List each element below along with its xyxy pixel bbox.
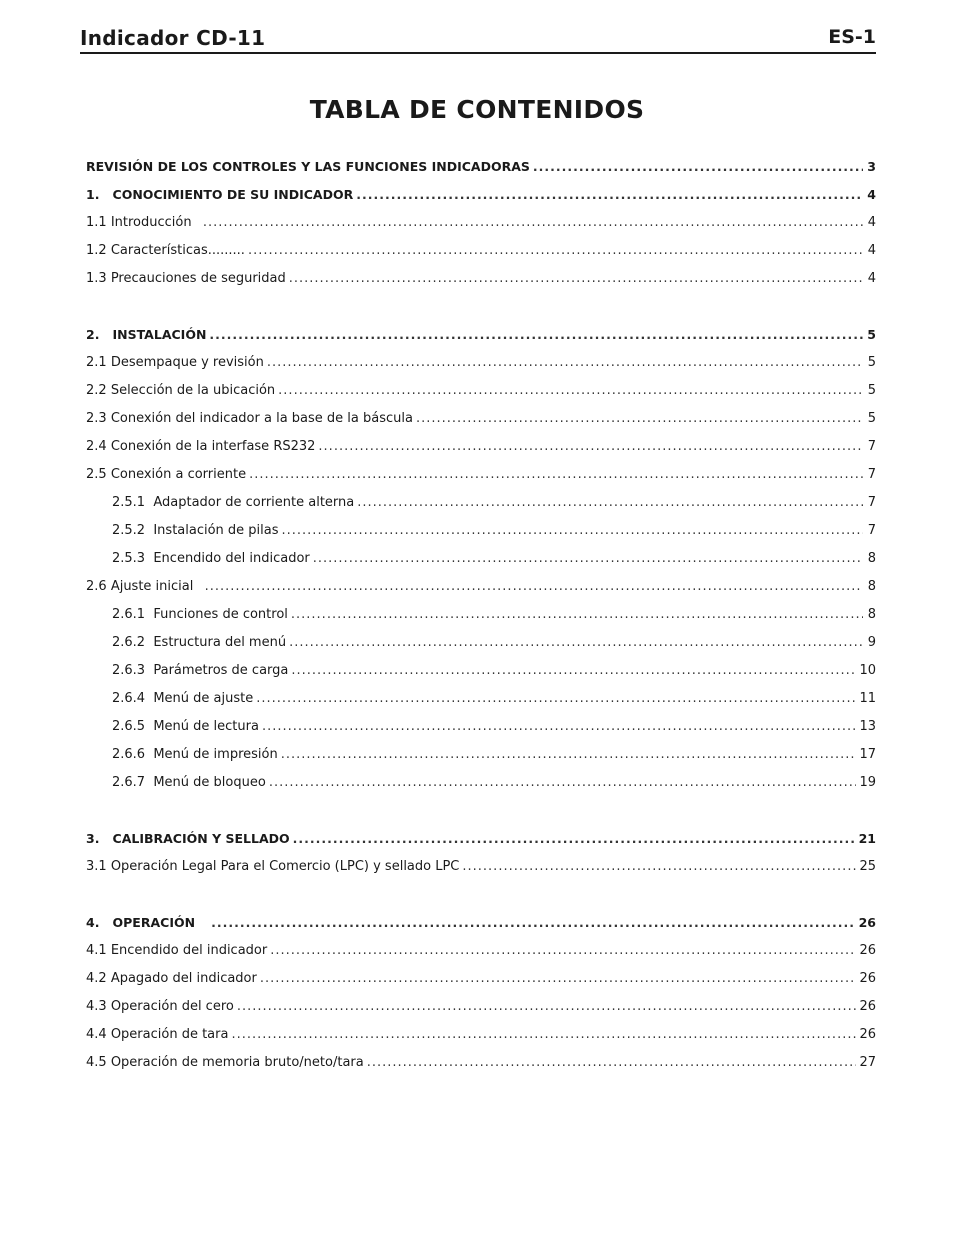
toc-entry-number: 2.6.4	[112, 690, 154, 706]
toc-entry[interactable]	[86, 992, 876, 1020]
toc-entry-label: Precauciones de seguridad	[110, 270, 286, 286]
toc-dot-leader	[289, 635, 863, 650]
page-header	[80, 26, 876, 54]
toc-entry[interactable]	[86, 684, 876, 712]
toc-entry-number: 1.1	[86, 214, 111, 230]
toc-entry-page: 11	[859, 690, 876, 706]
toc-entry-label: Encendido del indicador	[110, 942, 268, 958]
toc-entry-number: 4.3	[86, 998, 111, 1014]
toc-entry[interactable]	[86, 404, 876, 432]
toc-dot-leader	[291, 607, 863, 622]
toc-dot-leader	[249, 467, 863, 482]
toc-entry-number: 2.6	[86, 578, 111, 594]
toc-entry-number: 4.5	[86, 1054, 111, 1070]
toc-entry-label: Estructura del menú	[153, 634, 287, 650]
toc-entry-number: 4.2	[86, 970, 111, 986]
toc-dot-leader	[313, 551, 863, 566]
toc-entry-page: 5	[867, 354, 876, 370]
toc-dot-leader	[256, 691, 856, 706]
toc-entry-label: Menú de lectura	[153, 718, 259, 734]
toc-entry-number: 2.6.6	[112, 746, 154, 762]
toc-entry-number: 3.1	[86, 858, 111, 874]
toc-entry-page: 19	[859, 774, 876, 790]
toc-entry[interactable]	[86, 180, 876, 208]
toc-entry-number: 2.5	[86, 466, 111, 482]
toc-entry-label: CALIBRACIÓN Y SELLADO	[112, 830, 290, 846]
toc-dot-leader	[289, 271, 863, 286]
toc-entry-number: 2.1	[86, 354, 111, 370]
toc-dot-leader	[262, 719, 856, 734]
toc-dot-leader	[318, 439, 863, 454]
toc-entry-page: 8	[867, 550, 876, 566]
toc-entry-label: Instalación de pilas	[153, 522, 279, 538]
toc-entry[interactable]	[86, 572, 876, 600]
toc-entry-label: OPERACIÓN	[112, 914, 209, 930]
toc-dot-leader	[267, 355, 863, 370]
document-title: Indicador CD-11	[80, 26, 266, 50]
toc-entry-number: 3.	[86, 830, 113, 846]
toc-entry-number: 4.	[86, 914, 113, 930]
toc-entry-page: 26	[858, 914, 876, 930]
toc-dot-leader	[462, 859, 856, 874]
toc-entry-page: 26	[859, 942, 876, 958]
toc-entry-page: 7	[867, 466, 876, 482]
toc-dot-leader	[237, 999, 857, 1014]
toc-dot-leader	[416, 411, 863, 426]
toc-dot-leader	[533, 159, 863, 174]
toc-entry[interactable]	[86, 740, 876, 768]
toc-entry-label: Apagado del indicador	[110, 970, 257, 986]
toc-entry-label: Menú de impresión	[153, 746, 278, 762]
toc-entry[interactable]	[86, 460, 876, 488]
toc-dot-leader	[270, 943, 856, 958]
toc-entry[interactable]	[86, 964, 876, 992]
toc-entry[interactable]	[86, 908, 876, 936]
toc-entry-label: Parámetros de carga	[153, 662, 289, 678]
toc-entry-label: Operación Legal Para el Comercio (LPC) y sellado LPC	[110, 858, 460, 874]
toc-entry-page: 10	[859, 662, 876, 678]
toc-entry[interactable]	[86, 656, 876, 684]
toc-entry-label: Introducción	[110, 214, 200, 230]
table-of-contents	[86, 152, 876, 1076]
toc-entry-label: Funciones de control	[153, 606, 288, 622]
toc-entry-page: 4	[867, 214, 876, 230]
toc-entry[interactable]	[86, 600, 876, 628]
toc-entry-label: Operación de memoria bruto/neto/tara	[110, 1054, 364, 1070]
toc-dot-leader	[356, 187, 863, 202]
toc-entry-number: 2.3	[86, 410, 111, 426]
toc-entry-number: 2.5.3	[112, 550, 154, 566]
toc-entry-number: 1.2	[86, 242, 111, 258]
toc-entry[interactable]	[86, 1020, 876, 1048]
toc-entry-page: 7	[867, 438, 876, 454]
toc-entry-label: Encendido del indicador	[153, 550, 310, 566]
toc-entry[interactable]	[86, 488, 876, 516]
toc-entry-page: 5	[867, 382, 876, 398]
toc-entry-label: Ajuste inicial	[110, 578, 202, 594]
toc-entry-number: 1.	[86, 186, 113, 202]
toc-entry-number: 2.	[86, 326, 113, 342]
toc-entry[interactable]	[86, 852, 876, 880]
toc-dot-leader	[367, 1055, 857, 1070]
toc-entry[interactable]	[86, 348, 876, 376]
toc-entry[interactable]	[86, 152, 876, 180]
toc-dot-leader	[278, 383, 863, 398]
toc-dot-leader	[248, 243, 863, 258]
toc-dot-leader	[211, 915, 855, 930]
toc-entry-label: INSTALACIÓN	[112, 326, 207, 342]
toc-entry[interactable]	[86, 936, 876, 964]
toc-entry-label: Adaptador de corriente alterna	[153, 494, 355, 510]
toc-entry-number: 2.4	[86, 438, 111, 454]
toc-entry-label: REVISIÓN DE LOS CONTROLES Y LAS FUNCIONES INDICADORAS	[86, 158, 530, 174]
toc-entry-page: 7	[867, 494, 876, 510]
toc-entry-label: Menú de ajuste	[153, 690, 254, 706]
toc-dot-leader	[282, 523, 863, 538]
toc-entry-page: 25	[859, 858, 876, 874]
toc-dot-leader	[357, 495, 863, 510]
toc-entry-page: 4	[867, 270, 876, 286]
toc-dot-leader	[209, 327, 863, 342]
toc-dot-leader	[205, 579, 863, 594]
toc-entry-label: CONOCIMIENTO DE SU INDICADOR	[112, 186, 354, 202]
toc-entry-page: 4	[867, 186, 876, 202]
toc-entry[interactable]	[86, 208, 876, 236]
toc-entry-page: 5	[867, 326, 876, 342]
toc-entry-label: Conexión de la interfase RS232	[110, 438, 316, 454]
toc-entry-number: 2.2	[86, 382, 111, 398]
toc-entry-number: 2.6.2	[112, 634, 154, 650]
toc-dot-leader	[293, 831, 856, 846]
toc-entry-number: 2.5.1	[112, 494, 154, 510]
toc-dot-leader	[281, 747, 857, 762]
toc-entry[interactable]	[86, 376, 876, 404]
toc-entry[interactable]	[86, 1048, 876, 1076]
toc-entry-label: Selección de la ubicación	[110, 382, 276, 398]
toc-entry-page: 3	[867, 158, 876, 174]
toc-entry-page: 9	[867, 634, 876, 650]
toc-dot-leader	[260, 971, 857, 986]
toc-entry-label: Conexión a corriente	[110, 466, 247, 482]
toc-dot-leader	[231, 1027, 856, 1042]
toc-entry-page: 5	[867, 410, 876, 426]
toc-entry-number: 2.6.3	[112, 662, 154, 678]
page-title: TABLA DE CONTENIDOS	[309, 95, 645, 124]
toc-entry-page: 8	[867, 606, 876, 622]
toc-entry[interactable]	[86, 712, 876, 740]
toc-entry-page: 8	[867, 578, 876, 594]
toc-entry[interactable]	[86, 544, 876, 572]
toc-entry-label: Menú de bloqueo	[153, 774, 266, 790]
toc-entry[interactable]	[86, 768, 876, 796]
toc-entry[interactable]	[86, 824, 876, 852]
toc-entry-number: 2.6.5	[112, 718, 154, 734]
toc-entry-number: 2.6.1	[112, 606, 154, 622]
toc-entry-number: 4.1	[86, 942, 111, 958]
toc-entry-number: 4.4	[86, 1026, 111, 1042]
toc-entry-page: 26	[859, 970, 876, 986]
toc-entry-page: 4	[867, 242, 876, 258]
toc-entry-label: Conexión del indicador a la base de la báscula	[110, 410, 413, 426]
toc-entry-page: 26	[859, 998, 876, 1014]
toc-entry-number: 1.3	[86, 270, 111, 286]
toc-entry[interactable]	[86, 320, 876, 348]
toc-entry-page: 27	[859, 1054, 876, 1070]
toc-entry-number: 2.5.2	[112, 522, 154, 538]
toc-dot-leader	[269, 775, 857, 790]
toc-entry-label: Características.........	[110, 242, 245, 258]
toc-entry[interactable]	[86, 516, 876, 544]
toc-entry-page: 26	[859, 1026, 876, 1042]
toc-dot-leader	[291, 663, 856, 678]
toc-entry-label: Operación del cero	[110, 998, 234, 1014]
toc-entry-page: 13	[859, 718, 876, 734]
toc-entry-page: 17	[859, 746, 876, 762]
toc-entry[interactable]	[86, 264, 876, 292]
toc-entry-page: 21	[858, 830, 876, 846]
toc-entry[interactable]	[86, 628, 876, 656]
toc-entry[interactable]	[86, 432, 876, 460]
toc-dot-leader	[203, 215, 863, 230]
toc-entry-label: Desempaque y revisión	[110, 354, 264, 370]
toc-entry-page: 7	[867, 522, 876, 538]
page-number: ES-1	[828, 26, 876, 48]
toc-entry[interactable]	[86, 236, 876, 264]
toc-entry-number: 2.6.7	[112, 774, 154, 790]
toc-entry-label: Operación de tara	[110, 1026, 229, 1042]
